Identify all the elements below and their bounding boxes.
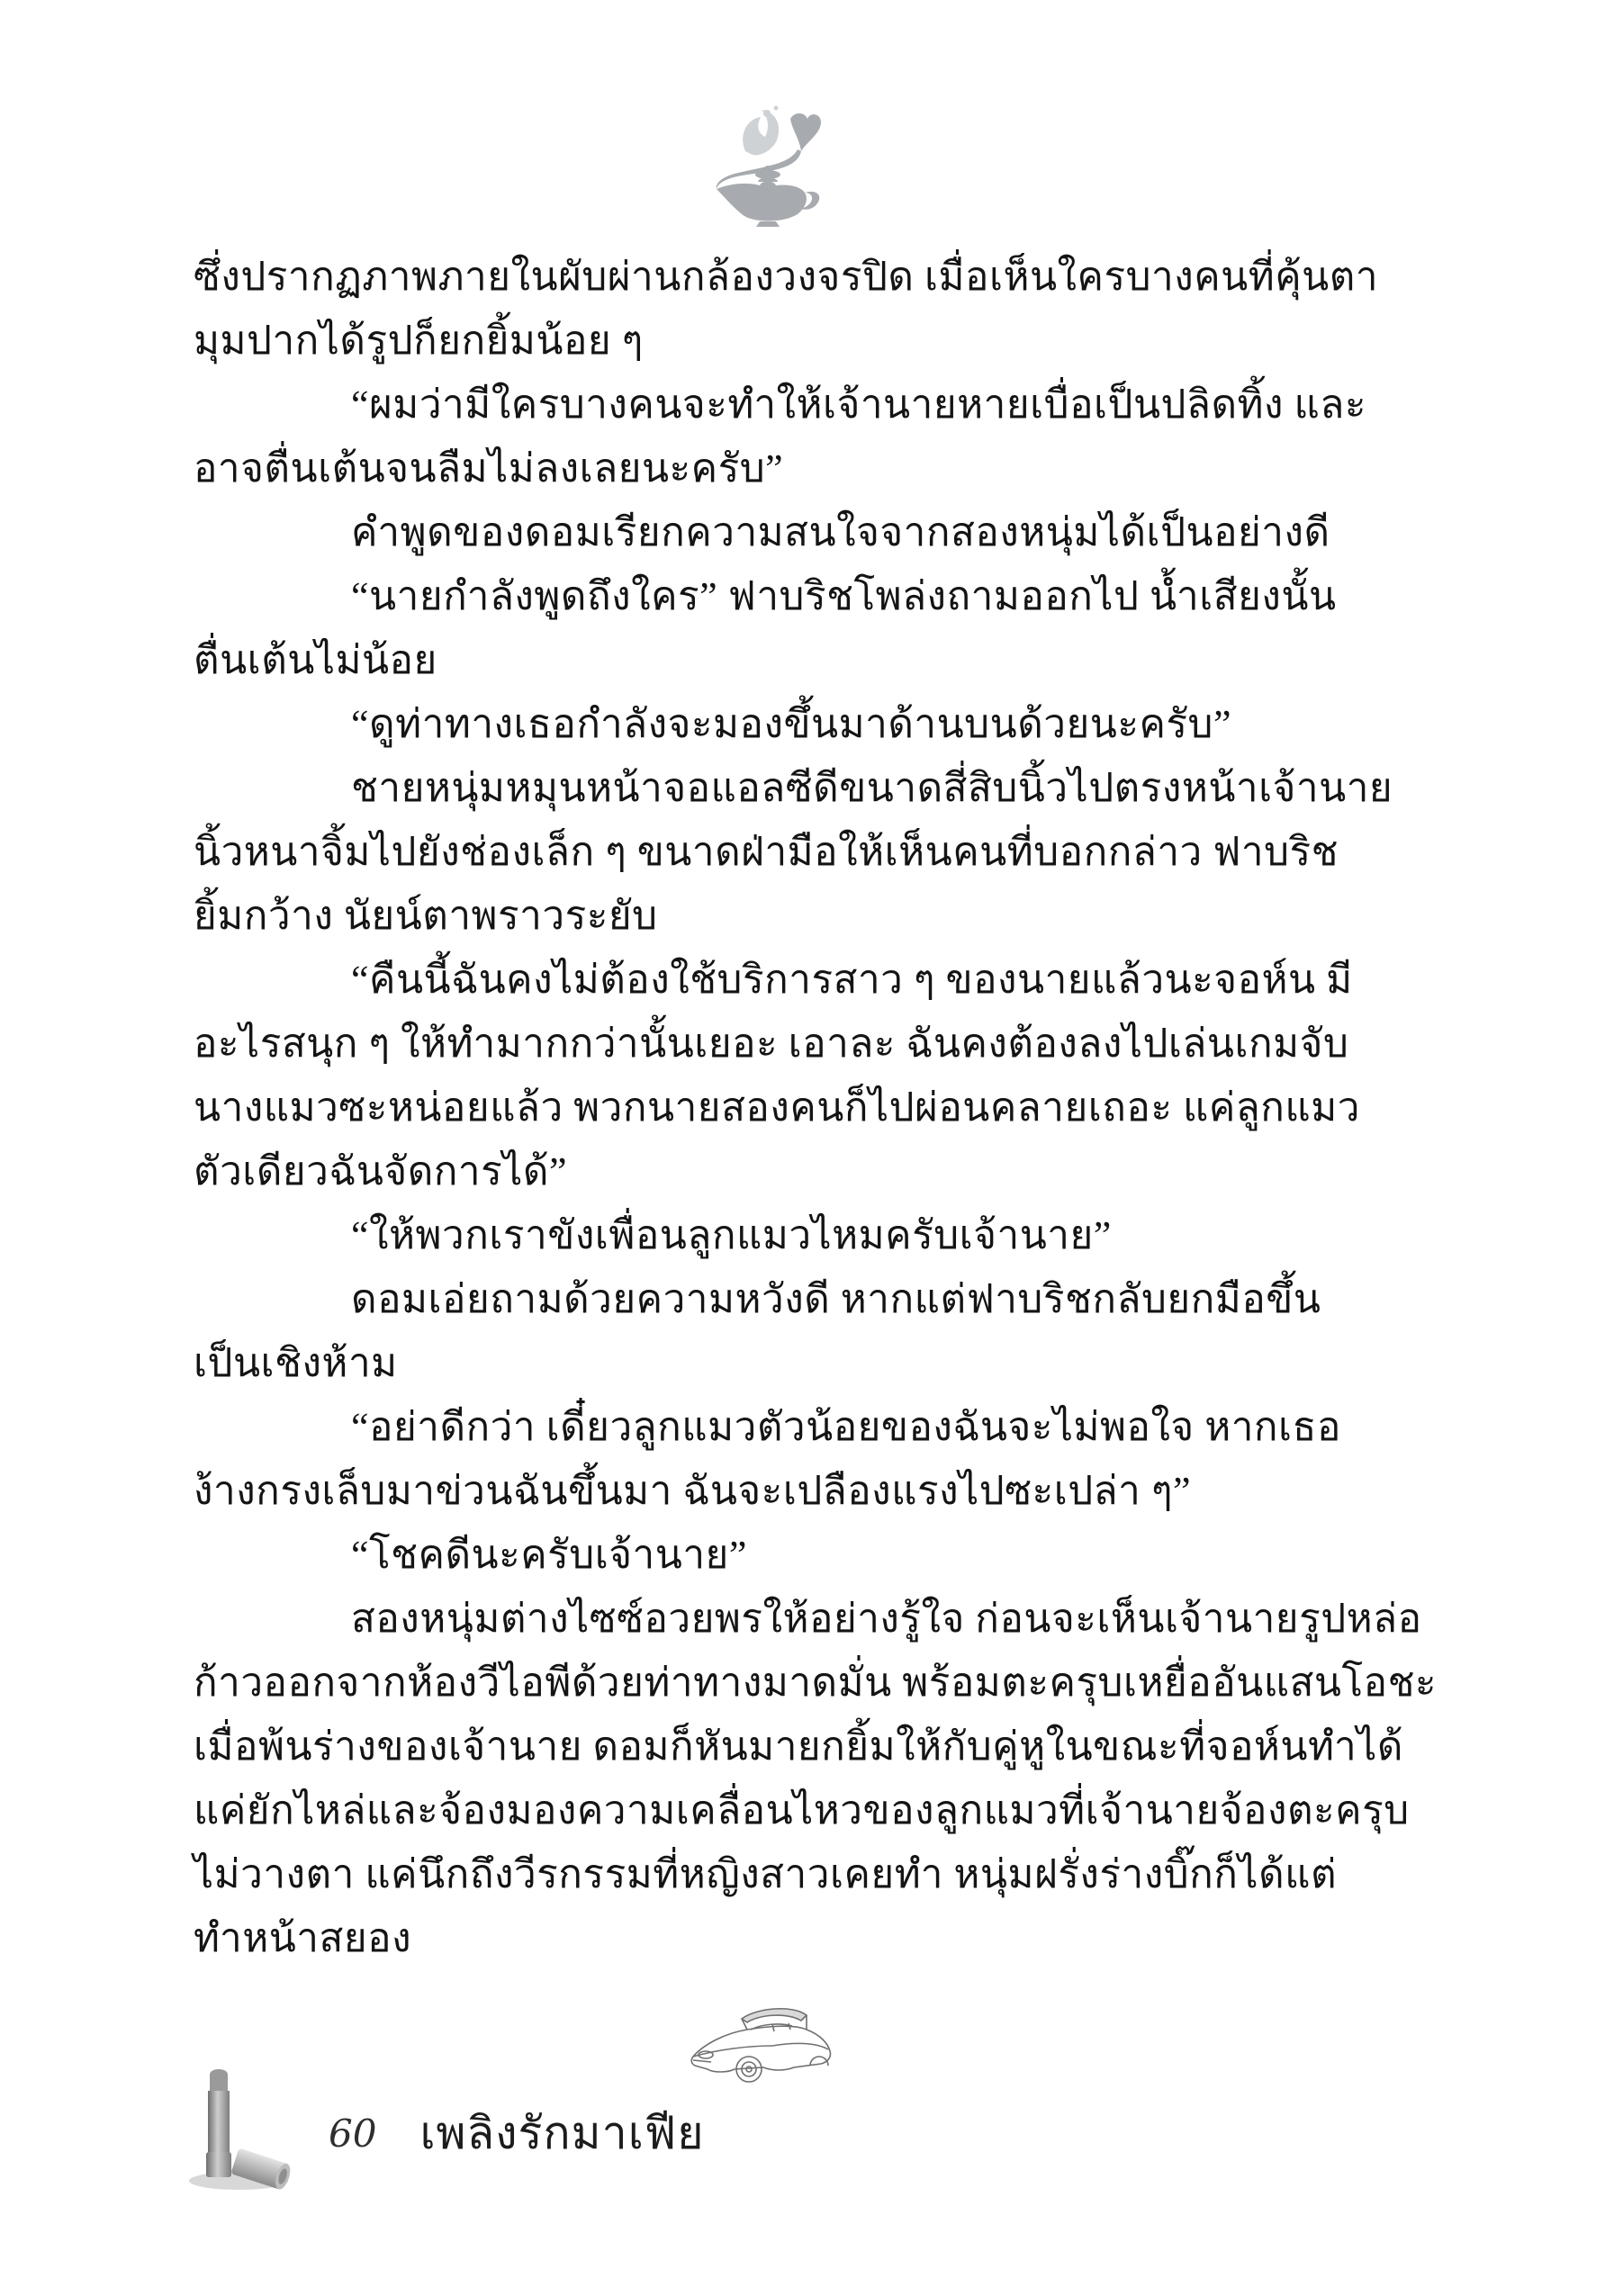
text-line: “ให้พวกเราขังเพื่อนลูกแมวไหมครับเจ้านาย”	[351, 1213, 1112, 1257]
text-line: ชายหนุ่มหมุนหน้าจอแอลซีดีขนาดสี่สิบนิ้วไปตรงหน้าเจ้านาย	[351, 766, 1393, 810]
page-footer	[176, 2061, 705, 2205]
text-line: ตัวเดียวฉันจัดการได้”	[194, 1149, 567, 1193]
text-line: เป็นเชิงห้าม	[194, 1341, 398, 1385]
text-line: เมื่อพ้นร่างของเจ้านาย ดอมก็หันมายกยิ้มให้กับคู่หูในขณะที่จอห์นทำได้	[194, 1724, 1403, 1769]
genie-lamp-ornament-icon	[711, 99, 828, 230]
text-line: ดอมเอ่ยถามด้วยความหวังดี หากแต่ฟาบริชกลับยกมือขึ้น	[351, 1277, 1321, 1321]
book-title: เพลิงรักมาเฟีย	[419, 2106, 705, 2159]
text-line: ตื่นเต้นไม่น้อย	[194, 638, 437, 682]
text-line: สองหนุ่มต่างไซซ์อวยพรให้อย่างรู้ใจ ก่อนจะเห็นเจ้านายรูปหล่อ	[351, 1597, 1422, 1641]
text-line: ก้าวออกจากห้องวีไอพีด้วยท่าทางมาดมั่น พร้อมตะครุบเหยื่ออันแสนโอชะ	[194, 1661, 1438, 1705]
text-line: อาจตื่นเต้นจนลืมไม่ลงเลยนะครับ”	[194, 446, 784, 491]
text-line: มุมปากได้รูปก็ยกยิ้มน้อย ๆ	[194, 319, 644, 363]
body-text	[194, 245, 1454, 1970]
bullet-cartridges-icon	[176, 2066, 297, 2201]
text-line: อะไรสนุก ๆ ให้ทำมากกว่านั้นเยอะ เอาละ ฉันคงต้องลงไปเล่นเกมจับ	[194, 1022, 1349, 1066]
text-line: ทำหน้าสยอง	[194, 1916, 412, 1960]
text-line: คำพูดของดอมเรียกความสนใจจากสองหนุ่มได้เป็นอย่างดี	[351, 510, 1330, 554]
text-line: “คืนนี้ฉันคงไม่ต้องใช้บริการสาว ๆ ของนายแล้วนะจอห์น มี	[351, 958, 1353, 1002]
text-line: “โชคดีนะครับเจ้านาย”	[351, 1533, 747, 1577]
text-line: “ผมว่ามีใครบางคนจะทำให้เจ้านายหายเบื่อเป็นปลิดทิ้ง และ	[351, 383, 1366, 427]
text-line: ง้างกรงเล็บมาข่วนฉันขึ้นมา ฉันจะเปลืองแรงไปซะเปล่า ๆ”	[194, 1469, 1191, 1513]
text-line: “นายกำลังพูดถึงใคร” ฟาบริชโพล่งถามออกไป น้ำเสียงนั้น	[351, 574, 1337, 618]
text-line: “อย่าดีกว่า เดี๋ยวลูกแมวตัวน้อยของฉันจะไม่พอใจ หากเธอ	[351, 1405, 1341, 1449]
text-line: ไม่วางตา แค่นึกถึงวีรกรรมที่หญิงสาวเคยทำ หนุ่มฝรั่งร่างบิ๊กก็ได้แต่	[194, 1852, 1338, 1896]
classic-car-icon	[686, 1994, 848, 2088]
text-line: นางแมวซะหน่อยแล้ว พวกนายสองคนก็ไปผ่อนคลายเถอะ แค่ลูกแมว	[194, 1085, 1360, 1130]
text-line: แค่ยักไหล่และจ้องมองความเคลื่อนไหวของลูกแมวที่เจ้านายจ้องตะครุบ	[194, 1788, 1410, 1832]
text-line: นิ้วหนาจิ้มไปยังช่องเล็ก ๆ ขนาดฝ่ามือให้เห็นคนที่บอกกล่าว ฟาบริช	[194, 830, 1339, 874]
text-line: ยิ้มกว้าง นัยน์ตาพราวระยับ	[194, 894, 658, 938]
text-line: ซึ่งปรากฏภาพภายในผับผ่านกล้องวงจรปิด เมื่อเห็นใครบางคนที่คุ้นตา	[194, 255, 1379, 299]
page-number: 60	[329, 2111, 377, 2156]
text-line: “ดูท่าทางเธอกำลังจะมองขึ้นมาด้านบนด้วยนะครับ”	[351, 702, 1231, 746]
